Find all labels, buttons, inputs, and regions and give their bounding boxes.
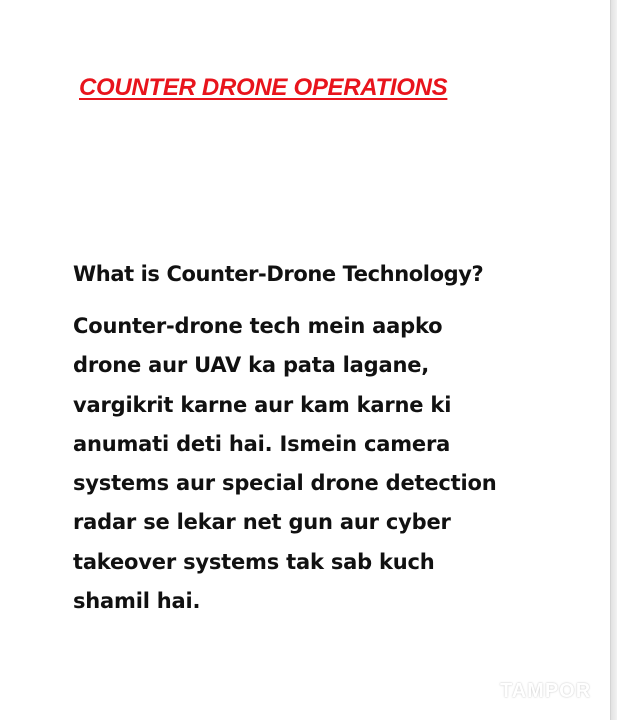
body-line: shamil hai. [73, 589, 201, 614]
body-paragraph [73, 307, 553, 621]
body-line: vargikrit karne aur kam karne ki [73, 392, 452, 417]
section-heading: What is Counter-Drone Technology? [73, 262, 484, 286]
body-line: drone aur UAV ka pata lagane, [73, 353, 430, 378]
page-edge-divider [611, 0, 617, 720]
watermark-logo: TAMPOR [500, 680, 592, 702]
body-line: anumati deti hai. Ismein camera [73, 431, 451, 456]
body-line: Counter-drone tech mein aapko [73, 314, 443, 338]
body-line: systems aur special drone detection [73, 471, 497, 496]
document-title: COUNTER DRONE OPERATIONS [79, 74, 448, 101]
body-line: radar se lekar net gun aur cyber [73, 510, 451, 535]
body-line: takeover systems tak sab kuch [73, 549, 435, 574]
